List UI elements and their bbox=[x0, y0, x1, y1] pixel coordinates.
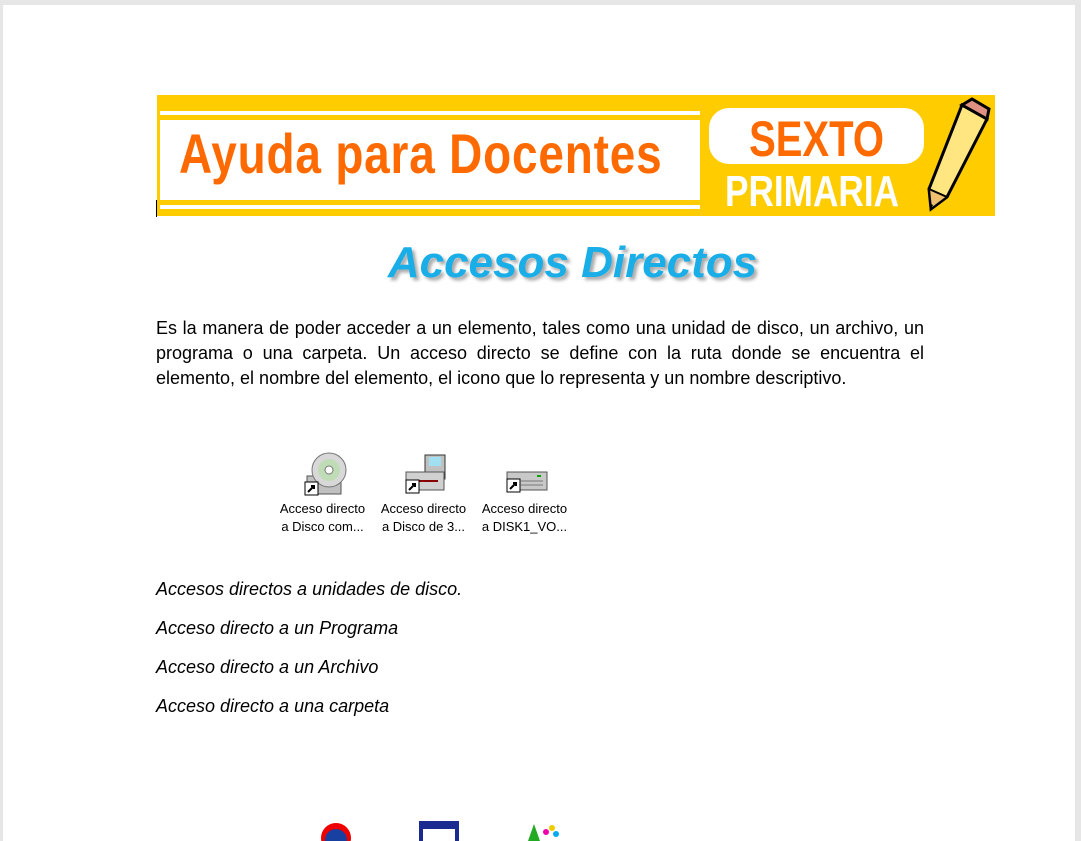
cd-drive-icon bbox=[299, 450, 347, 498]
shortcut-label-2: a DISK1_VO... bbox=[481, 519, 568, 534]
banner-level: PRIMARIA bbox=[725, 167, 900, 216]
list-item: Accesos directos a unidades de disco. bbox=[156, 579, 463, 599]
grade-pill bbox=[709, 108, 924, 167]
shortcut-icons bbox=[272, 450, 575, 536]
shortcut-label-1: Acceso directo bbox=[279, 501, 366, 516]
shortcut-label-1: Acceso directo bbox=[380, 501, 467, 516]
list-item: Acceso directo a una carpeta bbox=[156, 696, 390, 716]
list-item: Acceso directo a un Programa bbox=[156, 618, 399, 638]
banner-image bbox=[157, 95, 995, 216]
program-window-icon bbox=[419, 820, 459, 841]
paint-icon bbox=[518, 820, 564, 841]
shortcut-hard-drive[interactable] bbox=[474, 450, 575, 536]
list-item: Acceso directo a un Archivo bbox=[156, 657, 379, 677]
shortcut-cd-drive[interactable] bbox=[272, 450, 373, 536]
shortcut-label-1: Acceso directo bbox=[481, 501, 568, 516]
hard-drive-icon bbox=[501, 450, 549, 498]
text-cursor bbox=[156, 200, 157, 217]
globe-gear-icon bbox=[316, 820, 358, 841]
page-title: Accesos Directos bbox=[387, 238, 758, 287]
floppy-drive-icon bbox=[400, 450, 448, 498]
banner-grade: SEXTO bbox=[749, 111, 884, 167]
pencil-icon bbox=[917, 97, 992, 215]
shortcut-floppy-drive[interactable] bbox=[373, 450, 474, 536]
shortcut-label-2: a Disco com... bbox=[281, 519, 364, 534]
banner-title: Ayuda para Docentes bbox=[179, 122, 663, 185]
shortcut-label-2: a Disco de 3... bbox=[381, 519, 466, 534]
intro-paragraph: Es la manera de poder acceder a un elemento, tales como una unidad de disco, un archivo, un programa o una carpeta. Un acceso directo se define con la ruta donde se encuentra el elemento, el nombre del elemento, el icono que lo representa y un nombre descriptivo. bbox=[156, 318, 924, 388]
